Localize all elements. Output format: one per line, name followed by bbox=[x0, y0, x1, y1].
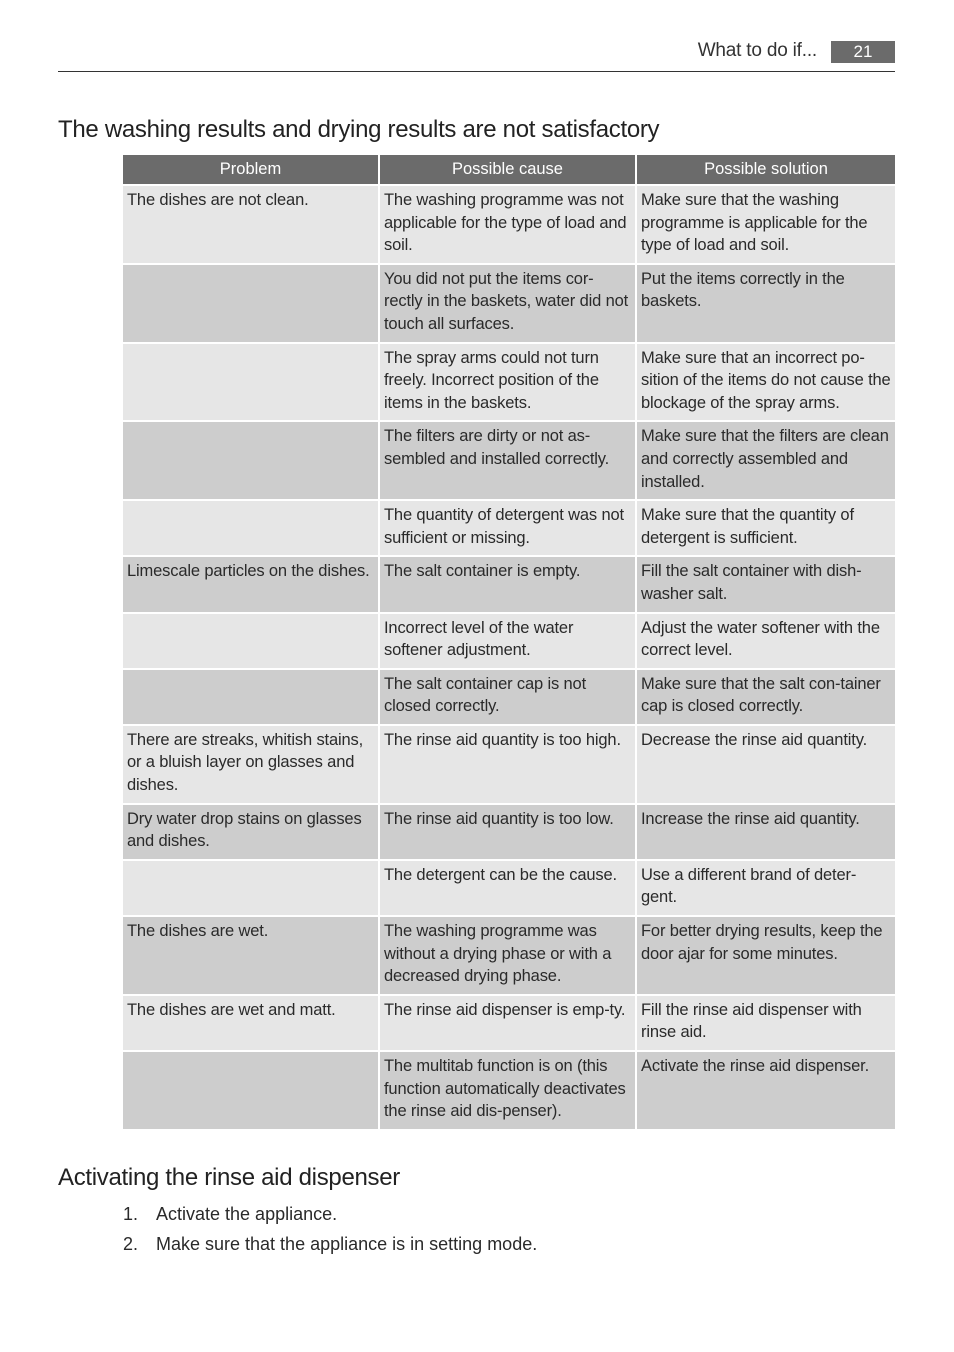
cell-problem bbox=[123, 670, 378, 724]
cell-problem: Dry water drop stains on glasses and dishes. bbox=[123, 805, 378, 859]
table-row bbox=[123, 805, 895, 859]
table-row bbox=[123, 996, 895, 1050]
cell-problem: The dishes are wet. bbox=[123, 917, 378, 994]
steps-list bbox=[121, 1202, 537, 1262]
step-text: Make sure that the appliance is in setting mode. bbox=[156, 1234, 538, 1254]
cell-solution: Increase the rinse aid quantity. bbox=[637, 805, 895, 859]
table-row bbox=[123, 614, 895, 668]
cell-cause: The salt container is empty. bbox=[380, 557, 635, 611]
column-header-solution: Possible solution bbox=[637, 155, 895, 184]
cell-cause: The multitab function is on (this function automatically deactivates the rinse aid dis-penser). bbox=[380, 1052, 635, 1129]
table-header-row bbox=[123, 155, 895, 184]
cell-solution: Activate the rinse aid dispenser. bbox=[637, 1052, 895, 1129]
cell-cause: The rinse aid dispenser is emp-ty. bbox=[380, 996, 635, 1050]
page-number: 21 bbox=[831, 41, 895, 63]
cell-problem: The dishes are wet and matt. bbox=[123, 996, 378, 1050]
cell-solution: Make sure that the filters are clean and correctly assembled and installed. bbox=[637, 422, 895, 499]
cell-solution: Fill the salt container with dish-washer salt. bbox=[637, 557, 895, 611]
cell-problem bbox=[123, 344, 378, 421]
step-text: Activate the appliance. bbox=[156, 1204, 338, 1224]
step-number: 1. bbox=[123, 1204, 139, 1224]
cell-problem bbox=[123, 1052, 378, 1129]
cell-solution: Adjust the water softener with the correct level. bbox=[637, 614, 895, 668]
cell-solution: Make sure that the quantity of detergent is sufficient. bbox=[637, 501, 895, 555]
cell-solution: For better drying results, keep the door ajar for some minutes. bbox=[637, 917, 895, 994]
table-row bbox=[123, 422, 895, 499]
cell-solution: Decrease the rinse aid quantity. bbox=[637, 726, 895, 803]
cell-solution: Make sure that an incorrect po-sition of the items do not cause the blockage of the spray arms. bbox=[637, 344, 895, 421]
cell-problem bbox=[123, 501, 378, 555]
header-section-title: What to do if... bbox=[697, 40, 817, 61]
cell-solution: Use a different brand of deter-gent. bbox=[637, 861, 895, 915]
table-row bbox=[123, 186, 895, 263]
cell-problem: There are streaks, whitish stains, or a bluish layer on glasses and dishes. bbox=[123, 726, 378, 803]
table-row bbox=[123, 861, 895, 915]
cell-cause: The salt container cap is not closed correctly. bbox=[380, 670, 635, 724]
troubleshooting-table bbox=[121, 153, 897, 1131]
cell-cause: The washing programme was without a drying phase or with a decreased drying phase. bbox=[380, 917, 635, 994]
cell-solution: Make sure that the salt con-tainer cap is closed correctly. bbox=[637, 670, 895, 724]
cell-cause: The rinse aid quantity is too low. bbox=[380, 805, 635, 859]
cell-cause: The rinse aid quantity is too high. bbox=[380, 726, 635, 803]
cell-cause: Incorrect level of the water softener adjustment. bbox=[380, 614, 635, 668]
cell-cause: The quantity of detergent was not sufficient or missing. bbox=[380, 501, 635, 555]
list-item bbox=[121, 1232, 537, 1262]
table-row bbox=[123, 344, 895, 421]
table-row bbox=[123, 1052, 895, 1129]
column-header-cause: Possible cause bbox=[380, 155, 635, 184]
cell-solution: Put the items correctly in the baskets. bbox=[637, 265, 895, 342]
cell-cause: The filters are dirty or not as-sembled and installed correctly. bbox=[380, 422, 635, 499]
table-row bbox=[123, 670, 895, 724]
cell-problem: The dishes are not clean. bbox=[123, 186, 378, 263]
table-row bbox=[123, 726, 895, 803]
table-row bbox=[123, 265, 895, 342]
cell-cause: The spray arms could not turn freely. Incorrect position of the items in the baskets. bbox=[380, 344, 635, 421]
cell-cause: The detergent can be the cause. bbox=[380, 861, 635, 915]
cell-problem bbox=[123, 614, 378, 668]
cell-problem bbox=[123, 861, 378, 915]
cell-problem: Limescale particles on the dishes. bbox=[123, 557, 378, 611]
cell-cause: The washing programme was not applicable for the type of load and soil. bbox=[380, 186, 635, 263]
section-title: The washing results and drying results are not satisfactory bbox=[58, 116, 660, 143]
cell-solution: Make sure that the washing programme is applicable for the type of load and soil. bbox=[637, 186, 895, 263]
cell-solution: Fill the rinse aid dispenser with rinse aid. bbox=[637, 996, 895, 1050]
table-row bbox=[123, 557, 895, 611]
table-row bbox=[123, 501, 895, 555]
cell-cause: You did not put the items cor-rectly in the baskets, water did not touch all surfaces. bbox=[380, 265, 635, 342]
table-row bbox=[123, 917, 895, 994]
page-header bbox=[58, 38, 895, 72]
column-header-problem: Problem bbox=[123, 155, 378, 184]
step-number: 2. bbox=[123, 1234, 139, 1254]
list-item bbox=[121, 1202, 537, 1232]
cell-problem bbox=[123, 422, 378, 499]
subsection-title: Activating the rinse aid dispenser bbox=[58, 1164, 400, 1191]
cell-problem bbox=[123, 265, 378, 342]
